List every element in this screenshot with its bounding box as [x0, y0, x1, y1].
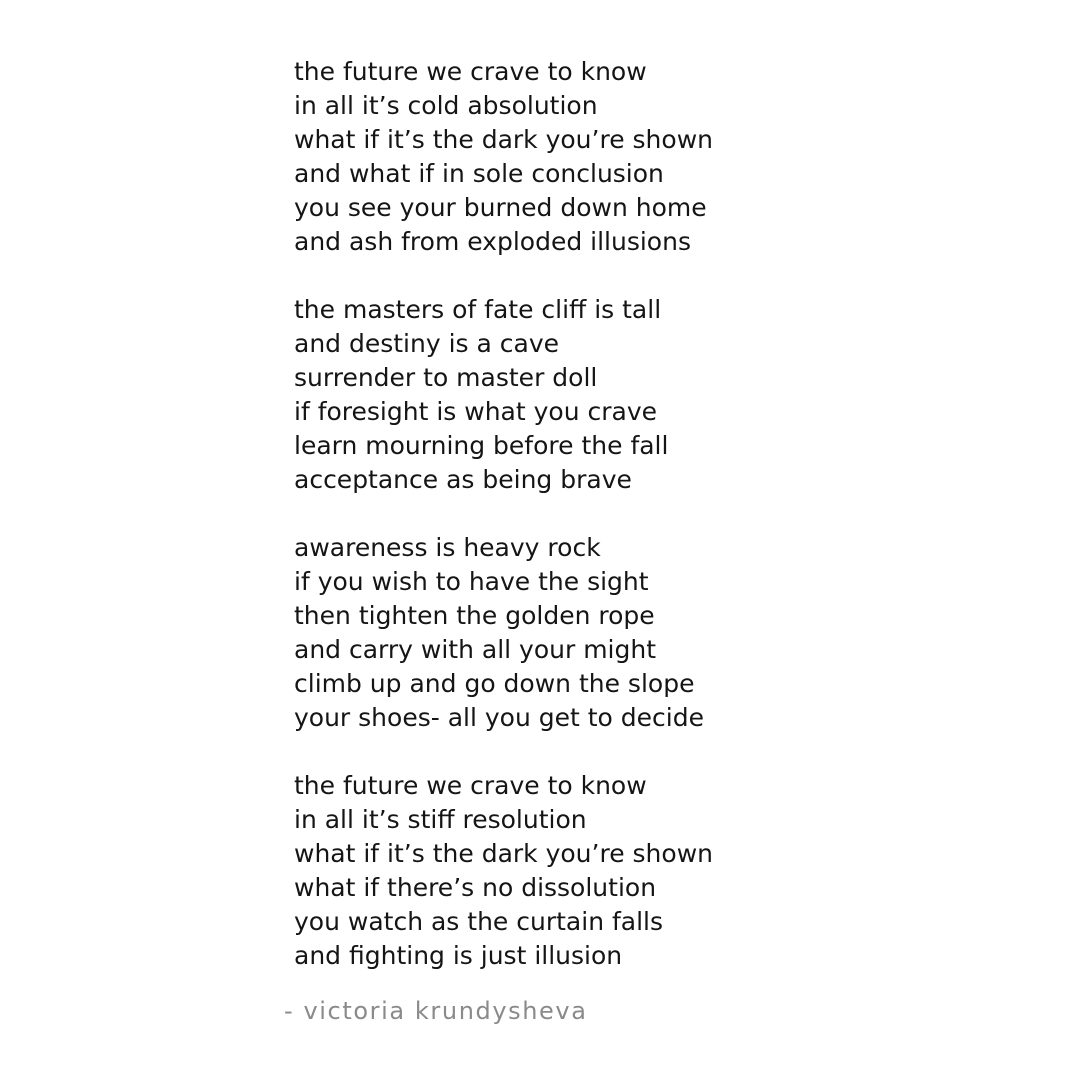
poem-line: you see your burned down home — [294, 193, 707, 222]
poem-line: if you wish to have the sight — [294, 567, 649, 596]
stanza-1 — [294, 55, 713, 259]
stanza-2 — [294, 293, 713, 497]
stanza-3 — [294, 531, 713, 735]
poem-line: what if it’s the dark you’re shown — [294, 839, 713, 868]
poem-line: and carry with all your might — [294, 635, 657, 664]
poem-line: and destiny is a cave — [294, 329, 560, 358]
poem-line: acceptance as being brave — [294, 465, 632, 494]
poem-line: in all it’s stiff resolution — [294, 805, 587, 834]
poem-line: the masters of fate cliff is tall — [294, 295, 662, 324]
poem-line: awareness is heavy rock — [294, 533, 601, 562]
poem-line: and ash from exploded illusions — [294, 227, 691, 256]
poem-line: what if there’s no dissolution — [294, 873, 657, 902]
poem-line: then tighten the golden rope — [294, 601, 655, 630]
poem-line: your shoes- all you get to decide — [294, 703, 704, 732]
poem-body — [294, 55, 713, 973]
author-signature: - victoria krundysheva — [284, 997, 588, 1025]
poem-line: surrender to master doll — [294, 363, 598, 392]
poem-line: you watch as the curtain falls — [294, 907, 664, 936]
poem-line: if foresight is what you crave — [294, 397, 658, 426]
poem-line: learn mourning before the fall — [294, 431, 669, 460]
poem-line: in all it’s cold absolution — [294, 91, 598, 120]
stanza-4 — [294, 769, 713, 973]
poem-line: and what if in sole conclusion — [294, 159, 664, 188]
poem-line: climb up and go down the slope — [294, 669, 695, 698]
poem-line: what if it’s the dark you’re shown — [294, 125, 713, 154]
poem-line: and fighting is just illusion — [294, 941, 623, 970]
poem-line: the future we crave to know — [294, 57, 647, 86]
poem-line: the future we crave to know — [294, 771, 647, 800]
